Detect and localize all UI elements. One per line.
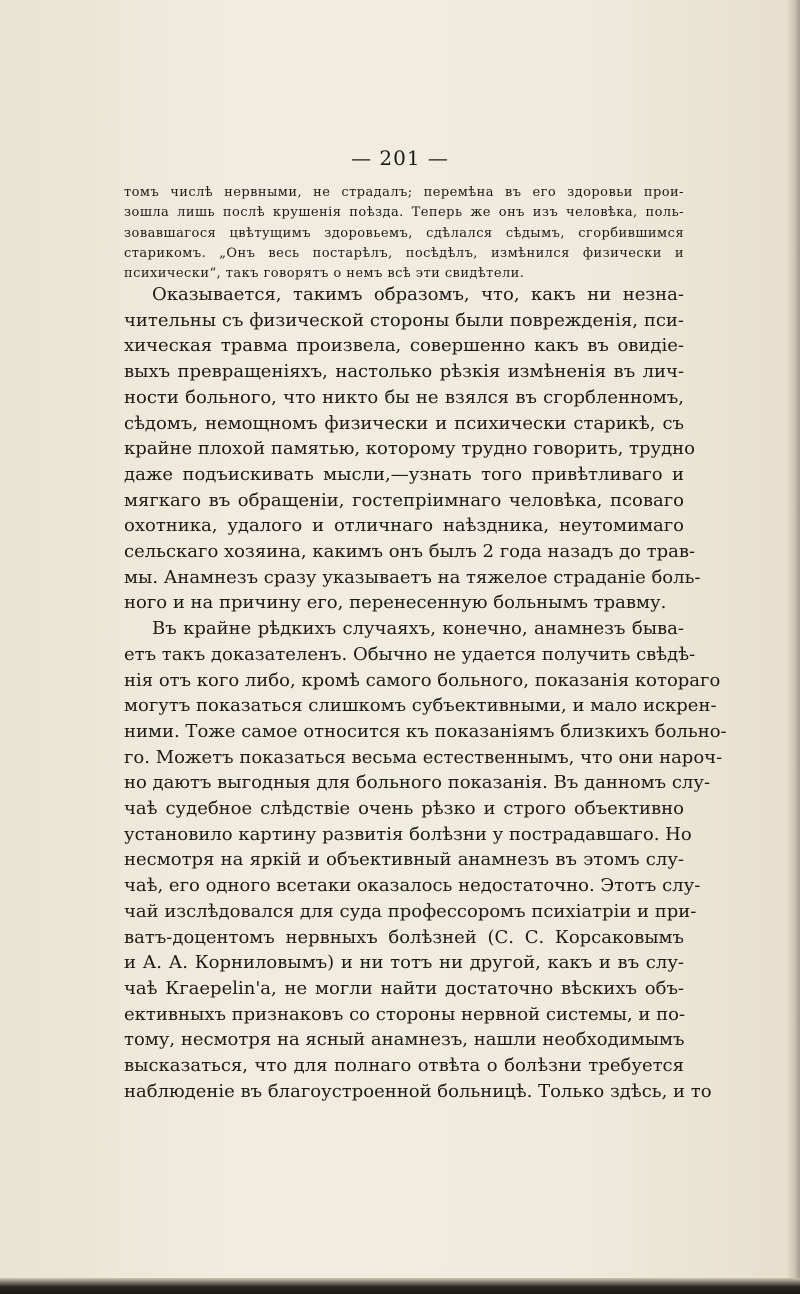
main-text-block bbox=[124, 282, 727, 1105]
text-line: но даютъ выгодныя для больного показанія. Въ данномъ слу- bbox=[124, 772, 711, 794]
text-line: крайне плохой памятью, которому трудно говорить, трудно bbox=[124, 438, 696, 460]
text-line: могутъ показаться слишкомъ субъективными, и мало искрен- bbox=[124, 695, 717, 717]
text-line: даже подъискивать мысли,—узнать того привѣтливаго и bbox=[124, 463, 684, 485]
text-line: выхъ превращеніяхъ, настолько рѣзкія измѣненія въ лич- bbox=[124, 361, 684, 383]
paragraph-rare-cases bbox=[124, 616, 727, 1104]
text-line: нія отъ кого либо, кромѣ самого больного, показанія котораго bbox=[124, 669, 721, 691]
text-line: мягкаго въ обращеніи, гостепріимнаго человѣка, псоваго bbox=[124, 489, 684, 511]
text-line: чаѣ Кгаереlіn'а, не могли найти достаточно вѣскихъ объ- bbox=[124, 977, 684, 999]
page-edge-shadow bbox=[786, 0, 800, 1294]
text-line: мы. Анамнезъ сразу указываетъ на тяжелое страданіе боль- bbox=[124, 566, 701, 588]
text-line: зовавшагося цвѣтущимъ здоровьемъ, сдѣлался сѣдымъ, сгорбившимся bbox=[124, 225, 684, 241]
text-line: тому, несмотря на ясный анамнезъ, нашли необходимымъ bbox=[124, 1029, 685, 1051]
text-line: сѣдомъ, немощномъ физически и психически старикѣ, съ bbox=[124, 412, 684, 434]
paragraph-anamnesis bbox=[124, 282, 701, 616]
text-line: ективныхъ признаковъ со стороны нервной системы, и по- bbox=[124, 1003, 686, 1025]
text-line: ватъ-доцентомъ нервныхъ болѣзней (С. С. Корсаковымъ bbox=[124, 926, 684, 948]
text-line: несмотря на яркій и объективный анамнезъ въ этомъ слу- bbox=[124, 849, 684, 871]
text-line: установило картину развитія болѣзни у пострадавшаго. Но bbox=[124, 823, 692, 845]
text-line: томъ числѣ нервными, не страдалъ; перемѣна въ его здоровьи прои- bbox=[124, 185, 684, 200]
text-line: старикомъ. „Онъ весь постарѣлъ, посѣдѣлъ, измѣнился физически и bbox=[124, 245, 684, 261]
text-line: ности больного, что никто бы не взялся въ сгорбленномъ, bbox=[124, 386, 684, 408]
text-line: зошла лишь послѣ крушенія поѣзда. Теперь же онъ изъ человѣка, поль- bbox=[124, 205, 684, 221]
text-line: охотника, удалого и отличнаго наѣздника, неутомимаго bbox=[124, 515, 684, 537]
text-line: Въ крайне рѣдкихъ случаяхъ, конечно, анамнезъ быва- bbox=[152, 618, 684, 640]
text-line: го. Можетъ показаться весьма естественнымъ, что они нароч- bbox=[124, 746, 723, 768]
text-line: хическая травма произвела, совершенно какъ въ овидіе- bbox=[124, 335, 684, 357]
text-line: чительны съ физической стороны были поврежденія, пси- bbox=[124, 309, 684, 331]
text-line: чаѣ, его одного всетаки оказалось недостаточно. Этотъ слу- bbox=[124, 875, 701, 897]
text-line: чай изслѣдовался для суда профессоромъ психіатріи и при- bbox=[124, 900, 697, 922]
text-line: высказаться, что для полнаго отвѣта о болѣзни требуется bbox=[124, 1055, 684, 1077]
text-line: и А. А. Корниловымъ) и ни тотъ ни другой, какъ и въ слу- bbox=[124, 952, 684, 974]
text-line: етъ такъ доказателенъ. Обычно не удается получить свѣдѣ- bbox=[124, 643, 696, 665]
text-line: наблюденіе въ благоустроенной больницѣ. Только здѣсь, и то bbox=[124, 1080, 712, 1102]
text-line: Оказывается, такимъ образомъ, что, какъ ни незна- bbox=[152, 284, 684, 305]
text-line: чаѣ судебное слѣдствіе очень рѣзко и строго объективно bbox=[124, 798, 684, 820]
page-bottom-edge bbox=[0, 1278, 800, 1294]
text-line: ними. Тоже самое относится къ показаніямъ близкихъ больно- bbox=[124, 720, 727, 742]
text-line: ного и на причину его, перенесенную больнымъ травму. bbox=[124, 592, 667, 614]
page-number: — 201 — bbox=[351, 146, 449, 170]
small-print-paragraph bbox=[124, 183, 684, 284]
text-line: сельскаго хозяина, какимъ онъ былъ 2 года назадъ до трав- bbox=[124, 541, 696, 563]
text-line: психически“, такъ говорятъ о немъ всѣ эти свидѣтели. bbox=[124, 266, 525, 282]
